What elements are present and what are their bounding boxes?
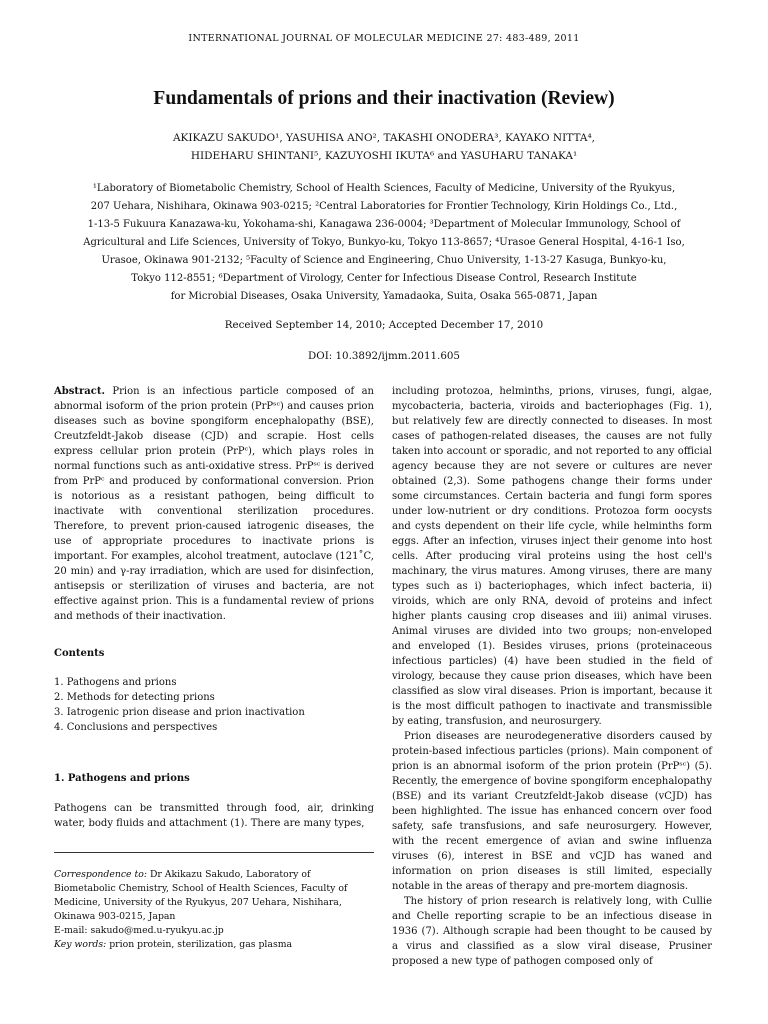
abstract-text: Prion is an infectious particle composed of an abnormal isoform of the prion protein (PrPˢᶜ) and causes prion diseases such as bovine spongiform encephalopathy (BSE), Creutzfeldt-Jakob disease (CJD) and scrapie. Host cells express cellular prion protein (PrPᶜ), which plays roles in normal functions such as anti-oxidative stress. PrPˢᶜ is derived from PrPᶜ and produced by conformational conversion. Prion is notorious as a resistant pathogen, being difficult to inactivate with conventional sterilization procedures. Therefore, to prevent prion-caused iatrogenic diseases, the use of appropriate procedures to inactivate prions is important. For examples, alcohol treatment, autoclave (121˚C, 20 min) and γ-ray irradiation, which are used for disinfection, antisepsis or sterilization of viruses and bacteria, are not effective against prion. This is a fundamental review of prions and methods of their inactivation.: [54, 386, 374, 622]
footnote-divider: [54, 852, 374, 853]
authors-line-2: HIDEHARU SHINTANI⁵, KAZUYOSHI IKUTA⁶ and YASUHARU TANAKA¹: [190, 150, 578, 162]
body-paragraph: including protozoa, helminths, prions, viruses, fungi, algae, mycobacteria, bacteria, viroids and bacteriophages (Fig. 1), but relatively few are directly connected to diseases. In most cases of pathogen-related diseases, the causes are not fully taken into account or sporadic, and not reported to any official agency because they are not severe or cultures are never obtained (2,3). Some pathogens change their forms under some circumstances. Certain bacteria and fungi form spores under low-nutrient or dry conditions. Protozoa form oocysts and cysts dependent on their life cycle, while helminths form eggs. After an infection, viruses inject their genome into host cells. After producing viral proteins using the host cell's machinary, the virus matures. Among viruses, there are many types such as i) bacteriophages, which infect bacteria, ii) viroids, which are only RNA, devoid of proteins and infect higher plants causing crop diseases and iii) animal viruses. Animal viruses are divided into two groups; non-enveloped and enveloped (1). Besides viruses, prions (proteinaceous infectious particles) (4) have been studied in the field of virology, because they cause prion diseases, which have been classified as slow viral diseases. Prion is important, because it is the most difficult pathogen to inactivate and transmissible by eating, transfusion, and neurosurgery.: [392, 386, 712, 727]
affiliation-line: for Microbial Diseases, Osaka University, Yamadaoka, Suita, Osaka 565-0871, Japan: [170, 291, 598, 302]
correspondence-label: Correspondence to:: [54, 869, 147, 880]
contents-item: 4. Conclusions and perspectives: [54, 722, 218, 733]
contents-item: 1. Pathogens and prions: [54, 677, 177, 688]
correspondence: [54, 868, 374, 938]
affiliation-line: ¹Laboratory of Biometabolic Chemistry, School of Health Sciences, Faculty of Medicine, University of the Ryukyus,: [92, 183, 676, 194]
journal-header: INTERNATIONAL JOURNAL OF MOLECULAR MEDICINE 27: 483-489, 2011: [188, 33, 580, 44]
body-paragraph: Pathogens can be transmitted through food, air, drinking water, body fluids and attachment (1). There are many types,: [54, 803, 374, 829]
doi: DOI: 10.3892/ijmm.2011.605: [308, 350, 460, 362]
left-column: [54, 384, 374, 831]
abstract: [54, 384, 374, 624]
keywords: [54, 938, 374, 952]
authors-line-1: AKIKAZU SAKUDO¹, YASUHISA ANO², TAKASHI ONODERA³, KAYAKO NITTA⁴,: [172, 132, 596, 144]
contents-heading: Contents: [54, 648, 105, 659]
body-paragraph: Prion diseases are neurodegenerative disorders caused by protein-based infectious particles (prions). Main component of prion is an abnormal isoform of the prion protein (PrPˢᶜ) (5). Recently, the emergence of bovine spongiform encephalopathy (BSE) and its variant Creutzfeldt-Jakob disease (vCJD) has been highlighted. The issue has enhanced concern over food safety, safe transfusions, and safe neurosurgery. However, with the recent emergence of avian and swine influenza viruses (6), interest in BSE and vCJD has waned and information on prion diseases is still limited, especially notable in the areas of therapy and pre-mortem diagnosis.: [392, 731, 712, 892]
article-title: Fundamentals of prions and their inactivation (Review): [153, 88, 615, 109]
affiliation-line: 207 Uehara, Nishihara, Okinawa 903-0215; ²Central Laboratories for Frontier Technology, Kirin Holdings Co., Ltd.,: [90, 201, 678, 212]
right-column: [392, 384, 712, 969]
affiliations: [60, 180, 708, 306]
received-dates: Received September 14, 2010; Accepted December 17, 2010: [224, 319, 544, 331]
contents-item: 3. Iatrogenic prion disease and prion inactivation: [54, 707, 305, 718]
contents-list: [54, 675, 374, 735]
affiliation-line: Urasoe, Okinawa 901-2132; ⁵Faculty of Science and Engineering, Chuo University, 1-13-27 Kasuga, Bunkyo-ku,: [101, 255, 667, 266]
correspondence-text: Dr Akikazu Sakudo, Laboratory of Biometabolic Chemistry, School of Health Sciences, Faculty of Medicine, University of the Ryukyus, 207 Uehara, Nishihara, Okinawa 903-0215, Japan: [54, 869, 348, 922]
affiliation-line: Tokyo 112-8551; ⁶Department of Virology, Center for Infectious Disease Control, Research Institute: [131, 273, 637, 284]
abstract-label: Abstract.: [54, 386, 105, 397]
contents-item: 2. Methods for detecting prions: [54, 692, 215, 703]
keywords-text: prion protein, sterilization, gas plasma: [109, 939, 293, 950]
affiliation-line: Agricultural and Life Sciences, University of Tokyo, Bunkyo-ku, Tokyo 113-8657; ⁴Urasoe General Hospital, 4-16-1 Iso,: [83, 237, 685, 248]
correspondence-email: E-mail: sakudo@med.u-ryukyu.ac.jp: [54, 925, 224, 936]
body-paragraph: The history of prion research is relatively long, with Cullie and Chelle reporting scrapie to be an infectious disease in 1936 (7). Although scrapie had been thought to be caused by a virus and classified as a slow viral disease, Prusiner proposed a new type of pathogen composed only of: [392, 896, 712, 967]
author-list: [0, 129, 768, 165]
section-heading: 1. Pathogens and prions: [54, 773, 190, 784]
affiliation-line: 1-13-5 Fukuura Kanazawa-ku, Yokohama-shi, Kanagawa 236-0004; ³Department of Molecular Immunology, School of: [87, 219, 681, 230]
keywords-label: Key words:: [54, 939, 107, 950]
